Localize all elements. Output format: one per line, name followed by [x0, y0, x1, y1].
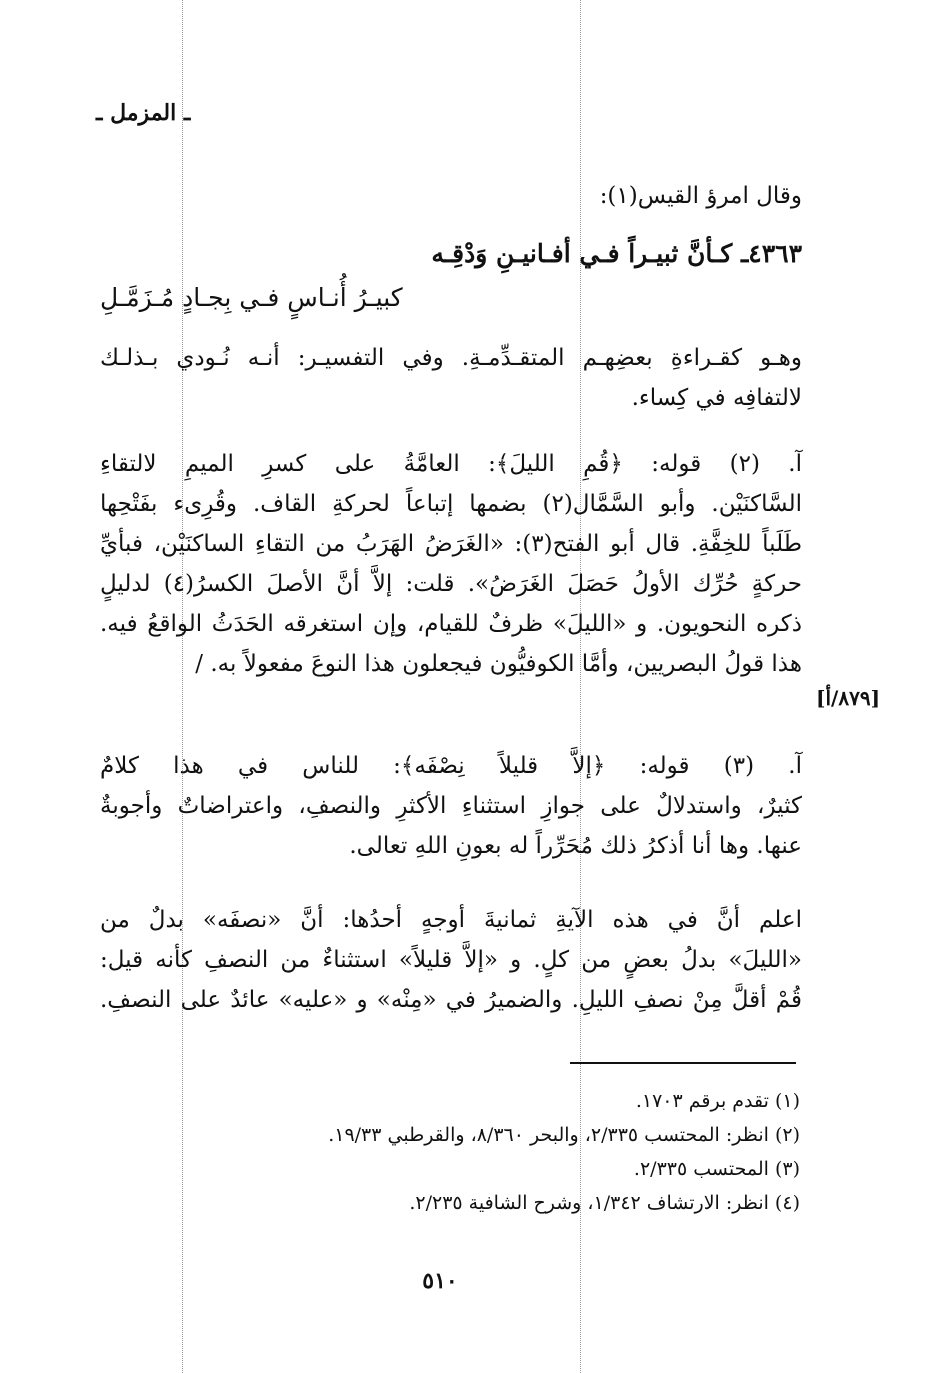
footnote-item: (٤) انظر: الارتشاف ١/٣٤٢، وشرح الشافية ٢/٢٣٥.: [409, 1192, 800, 1214]
footnote-divider: [570, 1062, 796, 1064]
paragraph-3: [100, 746, 802, 866]
paragraph-line: عنها. وها أنا أذكرُ ذلك مُحَرِّراً له بعونِ اللهِ تعالى.: [349, 833, 802, 859]
intro-text: وقال امرؤ القيس(١):: [599, 183, 802, 209]
paragraph-2: [100, 444, 802, 684]
paragraph-line: كثيرٌ، واستدلالٌ على جوازِ استثناءِ الأكثرِ والنصفِ، واعتراضاتٌ وأجوبةٌ: [100, 793, 802, 819]
paragraph-line: قُمْ أقلَّ مِنْ نصفِ الليلِ. والضميرُ في «مِنْه» و «عليه» عائدٌ على النصفِ.: [100, 987, 802, 1013]
paragraph-line: حركةٍ حُرِّك الأولُ حَصَلَ الغَرَضُ». قلت: إلاَّ أنَّ الأصلَ الكسرُ(٤) لدليلٍ: [100, 571, 802, 597]
paragraph-line: وهـو كقـراءةِ بعضِهـم المتقـدِّمـةِ. وفي التفسيـر: أنـه نُـودي بـذلـك: [100, 345, 802, 371]
poem-line-2: كبيـرُ أُنـاسٍ فـي بِجـادٍ مُـزَمَّـلِ: [100, 283, 403, 312]
margin-folio-note: [٨٧٩/أ]: [816, 686, 881, 710]
intro-line: [100, 176, 802, 216]
paragraph-line: هذا قولُ البصريين، وأمَّا الكوفيُّون فيجعلون هذا النوعَ مفعولاً به. /: [195, 651, 802, 677]
paragraph-line: آ. (٣) قوله: ﴿إلاَّ قليلاً نِصْفَه﴾: للناس في هذا كلامٌ: [100, 753, 802, 779]
paragraph-line: «الليلَ» بدلُ بعضٍ من كلٍ. و «إلاَّ قليلاً» استثناءٌ من النصفِ كأنه قيل:: [100, 947, 802, 973]
page-header: ـ المزمل ـ: [96, 100, 191, 126]
paragraph-line: السَّاكنَيْن. وأبو السَّمَّال(٢) بضمها إتباعاً لحركةِ القاف. وقُرِىء بفَتْحِها: [100, 491, 802, 517]
poem-line-1: ٤٣٦٣ـ كـأنَّ ثبيـراً فـي أفـانيـنِ وَدْقِـه: [431, 239, 802, 268]
footnote-item: (١) تقدم برقم ١٧٠٣.: [635, 1090, 800, 1112]
paragraph-4: [100, 900, 802, 1020]
paragraph-line: طَلَباً للخِفَّةِ. قال أبو الفتح(٣): «الغَرَضُ الهَرَبُ من التقاءِ الساكنَيْن، فبأيِّ: [100, 531, 803, 557]
poem-verse: [100, 232, 802, 320]
paragraph-line: آ. (٢) قوله: ﴿قُمِ الليلَ﴾: العامَّةُ على كسرِ الميمِ لالتقاءِ: [100, 451, 802, 477]
paragraph-line: لالتفافِه في كِساء.: [631, 385, 802, 411]
page-number: ٥١٠: [422, 1268, 458, 1294]
footnote-item: (٣) المحتسب ٢/٣٣٥.: [633, 1158, 800, 1180]
paragraph-line: ذكره النحويون. و «الليلَ» ظرفٌ للقيام، وإن استغرقه الحَدَثُ الواقعُ فيه.: [100, 611, 802, 637]
footnote-item: (٢) انظر: المحتسب ٢/٣٣٥، والبحر ٨/٣٦٠، والقرطبي ١٩/٣٣.: [328, 1124, 800, 1146]
footnotes: [100, 1084, 800, 1220]
paragraph-line: اعلم أنَّ في هذه الآيةِ ثمانيةَ أوجهٍ أحدُها: أنَّ «نصفَه» بدلٌ من: [100, 907, 802, 933]
paragraph-1: [100, 338, 802, 418]
